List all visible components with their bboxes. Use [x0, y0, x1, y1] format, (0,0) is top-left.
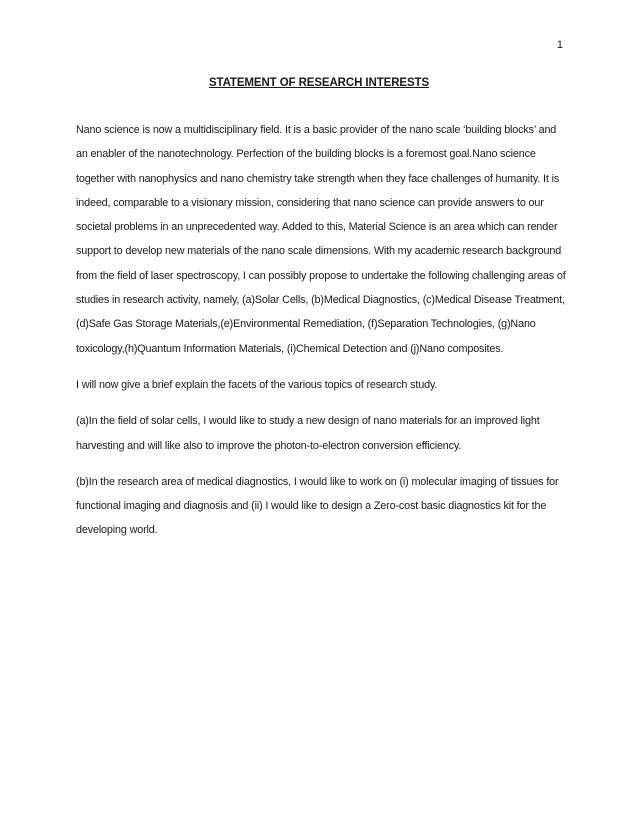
- document-body: [76, 118, 568, 543]
- paragraph-overview: I will now give a brief explain the facets of the various topics of research study.: [76, 378, 438, 391]
- paragraph-intro: Nano science is now a multidisciplinary field. It is a basic provider of the nano scale ‘building blocks’ and an enabler of the nanotechnology. Perfection of the building blocks is a foremost goal.Nano science together with nanophysics and nano chemistry take strength when they face challenges of humanity. It is indeed, comparable to a visionary mission, considering that nano science can provide answers to our societal problems in an unprecedented way. Added to this, Material Science is an area which can render support to develop new materials of the nano scale dimensions. With my academic research background from the field of laser spectroscopy, I can possibly propose to undertake the following challenging areas of studies in research activity, namely, (a)Solar Cells, (b)Medical Diagnostics, (c)Medical Disease Treatment, (d)Safe Gas Storage Materials,(e)Environmental Remediation, (f)Separation Technologies, (g)Nano toxicology,(h)Quantum Information Materials, (i)Chemical Detection and (j)Nano composites.: [76, 124, 566, 355]
- paragraph-solar-cells: (a)In the field of solar cells, I would like to study a new design of nano materials for an improved light harvesting and will like also to improve the photon-to-electron conversion efficiency.: [76, 415, 540, 452]
- paragraph-medical-diagnostics: (b)In the research area of medical diagnostics, I would like to work on (i) molecular imaging of tissues for functional imaging and diagnosis and (ii) I would like to design a Zero-cost basic diagnostics kit for the developing world.: [76, 475, 559, 537]
- page-number: 1: [556, 39, 563, 51]
- document-title: STATEMENT OF RESEARCH INTERESTS: [208, 77, 430, 89]
